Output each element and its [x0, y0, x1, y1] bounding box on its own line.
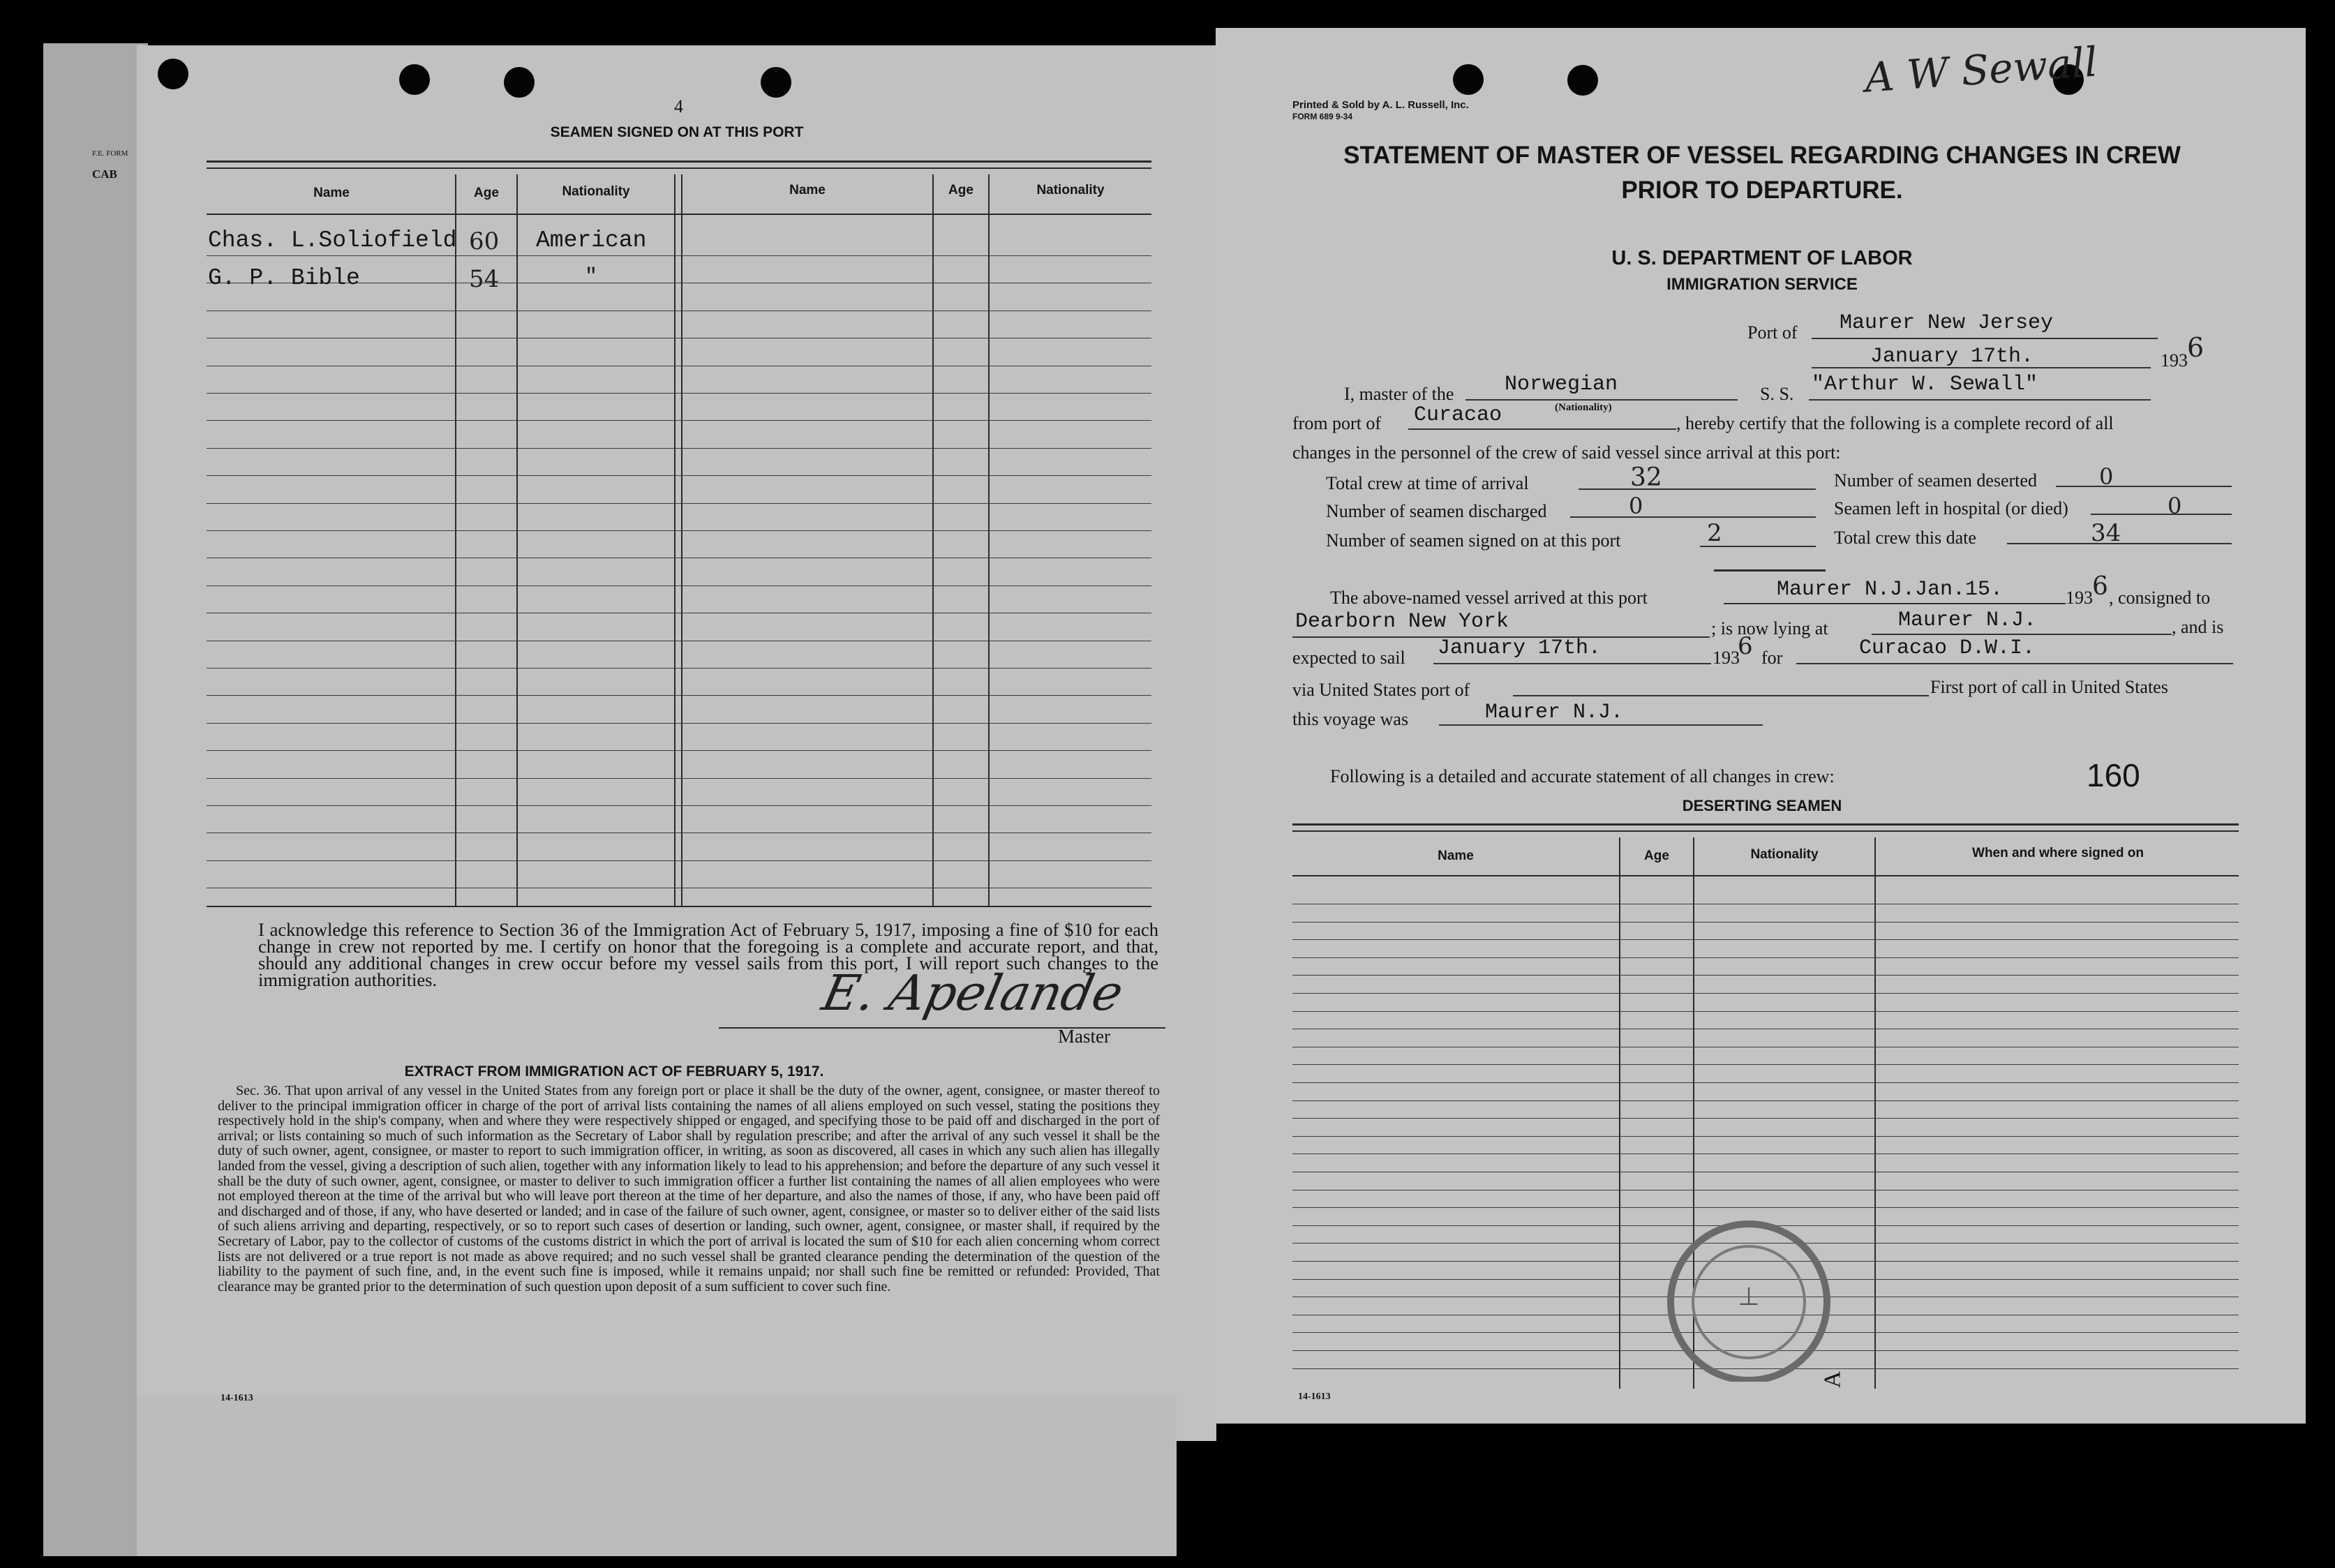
master-signature: E. Apelande — [817, 964, 1128, 1022]
column-header: Age — [948, 183, 973, 197]
port-of-value: Maurer New Jersey — [1840, 311, 2054, 335]
row-rule — [207, 805, 1151, 806]
hospital-line — [2091, 514, 2232, 515]
row-rule — [207, 832, 1151, 833]
first-port-label: First port of call in United States — [1930, 677, 2168, 697]
certify-text-2: changes in the personnel of the crew of said vessel since arrival at this port: — [1292, 442, 1841, 463]
left-page-lower — [137, 1396, 1177, 1556]
signed-on-label: Number of seamen signed on at this port — [1326, 530, 1621, 551]
year-prefix: 193 — [2161, 350, 2188, 371]
deserted-line — [2056, 486, 2232, 487]
from-port-line — [1408, 428, 1676, 430]
row-rule — [1292, 1100, 2239, 1101]
row-rule — [1292, 1011, 2239, 1012]
for-label: for — [1761, 648, 1783, 668]
row-rule — [207, 585, 1151, 586]
deserting-heading: DESERTING SEAMEN — [1682, 797, 1842, 814]
port-of-line — [1812, 338, 2158, 339]
row-rule — [1292, 939, 2239, 940]
service-name: IMMIGRATION SERVICE — [1666, 275, 1858, 294]
row-rule — [207, 750, 1151, 751]
department-name: U. S. DEPARTMENT OF LABOR — [1611, 247, 1913, 269]
stamp-number: 160 — [2087, 757, 2140, 793]
consigned-label: , consigned to — [2109, 588, 2211, 608]
column-header: Nationality — [1750, 847, 1819, 862]
row-rule — [207, 420, 1151, 421]
row-rule — [207, 668, 1151, 669]
row-rule — [207, 530, 1151, 531]
row-rule — [1292, 1136, 2239, 1137]
edge-cabinet-label: CAB — [92, 167, 117, 181]
deserted-label: Number of seamen deserted — [1834, 470, 2037, 491]
certify-text: , hereby certify that the following is a complete record of all — [1676, 413, 2114, 433]
row-rule — [207, 448, 1151, 449]
row-rule — [1292, 1118, 2239, 1119]
column-header: Age — [474, 186, 499, 200]
table-bottom-rule — [207, 906, 1151, 907]
master-label: Master — [1058, 1026, 1110, 1047]
column-header: When and where signed on — [1972, 846, 2144, 860]
total-crew-arrival-label: Total crew at time of arrival — [1326, 473, 1529, 493]
column-header: Age — [1644, 849, 1669, 863]
via-label: via United States port of — [1292, 680, 1470, 700]
punch-hole — [158, 59, 188, 89]
page-number: 4 — [674, 96, 683, 117]
expected-year-digit: 6 — [1738, 632, 1753, 660]
consignee-value: Dearborn New York — [1295, 610, 1509, 634]
signed-on-value: 2 — [1707, 519, 1722, 547]
table-top-rule — [1292, 830, 2239, 832]
seaman-name: G. P. Bible — [208, 265, 360, 291]
discharged-line — [1570, 516, 1816, 518]
port-of-label: Port of — [1747, 322, 1798, 343]
column-header: Name — [1438, 849, 1474, 863]
table-header-rule — [207, 214, 1151, 215]
form-title — [1326, 138, 2198, 208]
extract-text: Sec. 36. That upon arrival of any vessel in the United States from any foreign port or place it shall be the duty of the owner, agent, consignee, or master thereof to deliver to the principal immigration officer in charge of the port of arrival lists containing the names of all aliens employed on such vessel, stating the positions they respectively hold in the ship's company, when and where they were respectively shipped or engaged, and specifying those to be paid off and discharged in the port of arrival; or lists containing so much of such information as the Secretary of Labor shall by regulation prescribe; and after the arrival of any such vessel it shall be the duty of such owner, agent, consignee, or master to report to such immigration officer, in writing, as soon as discovered, all cases in which any such alien has illegally landed from the vessel, giving a description of such alien, together with any information likely to lead to his apprehension; and before the departure of any such vessel it shall be the duty of such owner, agent, consignee, or master to deliver to such immigration officer a further list containing the names of all alien employees who were not employed thereon at the time of the arrival but who will leave port thereon at the time of her departure, and also the names of those, if any, who have been paid off and discharged and of those, if any, who have deserted or landed; and in case of the failure of such owner, agent, consignee, or master so to deliver either of the said lists of such aliens arriving and departing, respectively, or so to report such cases of desertion or landing, such owner, agent, consignee, or master shall, if required by the Secretary of Labor, pay to the collector of customs of the customs district in which the port of arrival is located the sum of $10 for each alien concerning whom correct lists are not delivered or a true report is not made as above required; and no such vessel shall be granted clearance pending the determination of the question of the liability to the payment of such fine, and, in the event such fine is imposed, while it remains unpaid; nor shall such fine be remitted or refunded: Provided, That clearance may be granted prior to the determination of such question upon deposit of a sum sufficient to cover such fine. — [218, 1083, 1160, 1294]
deserted-value: 0 — [2099, 463, 2114, 490]
expected-line — [1433, 663, 1711, 664]
row-rule — [1292, 975, 2239, 976]
from-port-value: Curacao — [1414, 403, 1502, 427]
punch-hole — [1453, 64, 1484, 95]
expected-year-prefix: 193 — [1713, 648, 1740, 668]
right-form-code: 14-1613 — [1298, 1391, 1331, 1402]
voyage-label: this voyage was — [1292, 709, 1409, 729]
seaman-nationality: " — [585, 265, 598, 289]
column-header: Name — [789, 183, 826, 197]
arrived-line — [1724, 603, 2066, 604]
row-rule — [207, 723, 1151, 724]
row-rule — [1292, 1064, 2239, 1065]
row-rule — [207, 503, 1151, 504]
expected-label: expected to sail — [1292, 648, 1405, 668]
total-crew-arrival-line — [1579, 488, 1816, 490]
left-page-heading: SEAMEN SIGNED ON AT THIS PORT — [550, 124, 804, 140]
nationality-line — [1465, 399, 1738, 401]
destination-line — [1796, 663, 2233, 664]
row-rule — [1292, 922, 2239, 923]
ship-name-value: "Arthur W. Sewall" — [1812, 373, 2038, 396]
discharged-label: Number of seamen discharged — [1326, 501, 1547, 521]
hospital-label: Seamen left in hospital (or died) — [1834, 498, 2068, 518]
total-crew-date-label: Total crew this date — [1834, 528, 1976, 548]
acknowledgement-text: I acknowledge this reference to Section 36 of the Immigration Act of February 5, 1917, imposing a fine of $10 for each change in crew not reported by me. I certify on honor that the foregoing is a complete and accurate report, and that, should any additional changes in crew occur before my vessel sails from this port, I will report such changes to the immigration authorities. — [258, 919, 1158, 990]
left-edge-sheet — [43, 43, 148, 1556]
form-title-line1: STATEMENT OF MASTER OF VESSEL REGARDING CHANGES IN CREW — [1343, 142, 2181, 169]
arrived-value: Maurer N.J.Jan.15. — [1777, 578, 2004, 602]
column-header: Nationality — [1036, 183, 1105, 197]
row-rule — [207, 695, 1151, 696]
column-rule — [988, 174, 990, 907]
lying-label: ; is now lying at — [1711, 618, 1828, 639]
row-rule — [1292, 1153, 2239, 1154]
hospital-value: 0 — [2168, 493, 2182, 519]
row-rule — [207, 778, 1151, 779]
row-rule — [1292, 957, 2239, 958]
arrived-year-prefix: 193 — [2066, 588, 2093, 608]
seaman-age: 60 — [469, 227, 500, 255]
form-number: FORM 689 9-34 — [1292, 112, 1353, 121]
edge-form-label: F.E. FORM — [92, 149, 128, 158]
row-rule — [207, 393, 1151, 394]
table-row — [208, 265, 682, 296]
section-divider — [1714, 569, 1826, 572]
table-top-rule — [207, 160, 1151, 163]
destination-value: Curacao D.W.I. — [1859, 636, 2036, 660]
year-digit: 6 — [2187, 332, 2205, 363]
voyage-value: Maurer N.J. — [1485, 701, 1624, 724]
row-rule — [1292, 1082, 2239, 1083]
date-value: January 17th. — [1870, 345, 2034, 368]
column-header: Nationality — [562, 184, 630, 199]
via-line — [1513, 695, 1929, 696]
punch-hole — [1567, 65, 1598, 96]
seaman-name: Chas. L.Soliofield — [208, 227, 457, 253]
column-rule — [1874, 837, 1876, 1389]
row-rule — [1292, 993, 2239, 994]
column-header: Name — [313, 186, 350, 200]
handwritten-ship-name: A W Sewall — [1863, 38, 2099, 102]
arrived-year-digit: 6 — [2092, 572, 2108, 601]
punch-hole — [399, 64, 430, 95]
table-row — [208, 227, 682, 258]
total-crew-date-value: 34 — [2091, 519, 2121, 547]
table-top-rule — [207, 167, 1151, 169]
arrived-label: The above-named vessel arrived at this port — [1330, 588, 1648, 608]
expected-value: January 17th. — [1438, 636, 1602, 660]
master-of-the-label: I, master of the — [1344, 384, 1454, 404]
punch-hole — [761, 67, 791, 98]
and-is-label: , and is — [2172, 617, 2224, 637]
extract-heading: EXTRACT FROM IMMIGRATION ACT OF FEBRUARY 5, 1917. — [404, 1063, 824, 1080]
row-rule — [207, 475, 1151, 476]
printer-credit: Printed & Sold by A. L. Russell, Inc. — [1292, 99, 1469, 111]
from-port-label: from port of — [1292, 413, 1382, 433]
following-label: Following is a detailed and accurate statement of all changes in crew: — [1330, 766, 1835, 786]
lying-value: Maurer N.J. — [1898, 608, 2037, 632]
form-title-line2: PRIOR TO DEPARTURE. — [1621, 177, 1903, 204]
left-form-code: 14-1613 — [221, 1393, 253, 1403]
voyage-line — [1439, 724, 1763, 726]
lying-line — [1872, 634, 2172, 635]
ss-label: S. S. — [1760, 384, 1794, 404]
nationality-caption: (Nationality) — [1555, 402, 1612, 413]
margin-mark: A — [1819, 1371, 1846, 1389]
total-crew-arrival-value: 32 — [1630, 463, 1662, 492]
stamp-mark: ⊥ — [1738, 1282, 1760, 1311]
column-rule — [932, 174, 934, 907]
table-top-rule — [1292, 823, 2239, 826]
nationality-value: Norwegian — [1505, 373, 1618, 396]
seaman-nationality: American — [536, 227, 647, 253]
seaman-age: 54 — [469, 265, 500, 293]
table-header-rule — [1292, 875, 2239, 876]
row-rule — [207, 860, 1151, 861]
discharged-value: 0 — [1629, 493, 1643, 519]
ship-name-line — [1809, 399, 2151, 401]
punch-hole — [504, 67, 535, 98]
